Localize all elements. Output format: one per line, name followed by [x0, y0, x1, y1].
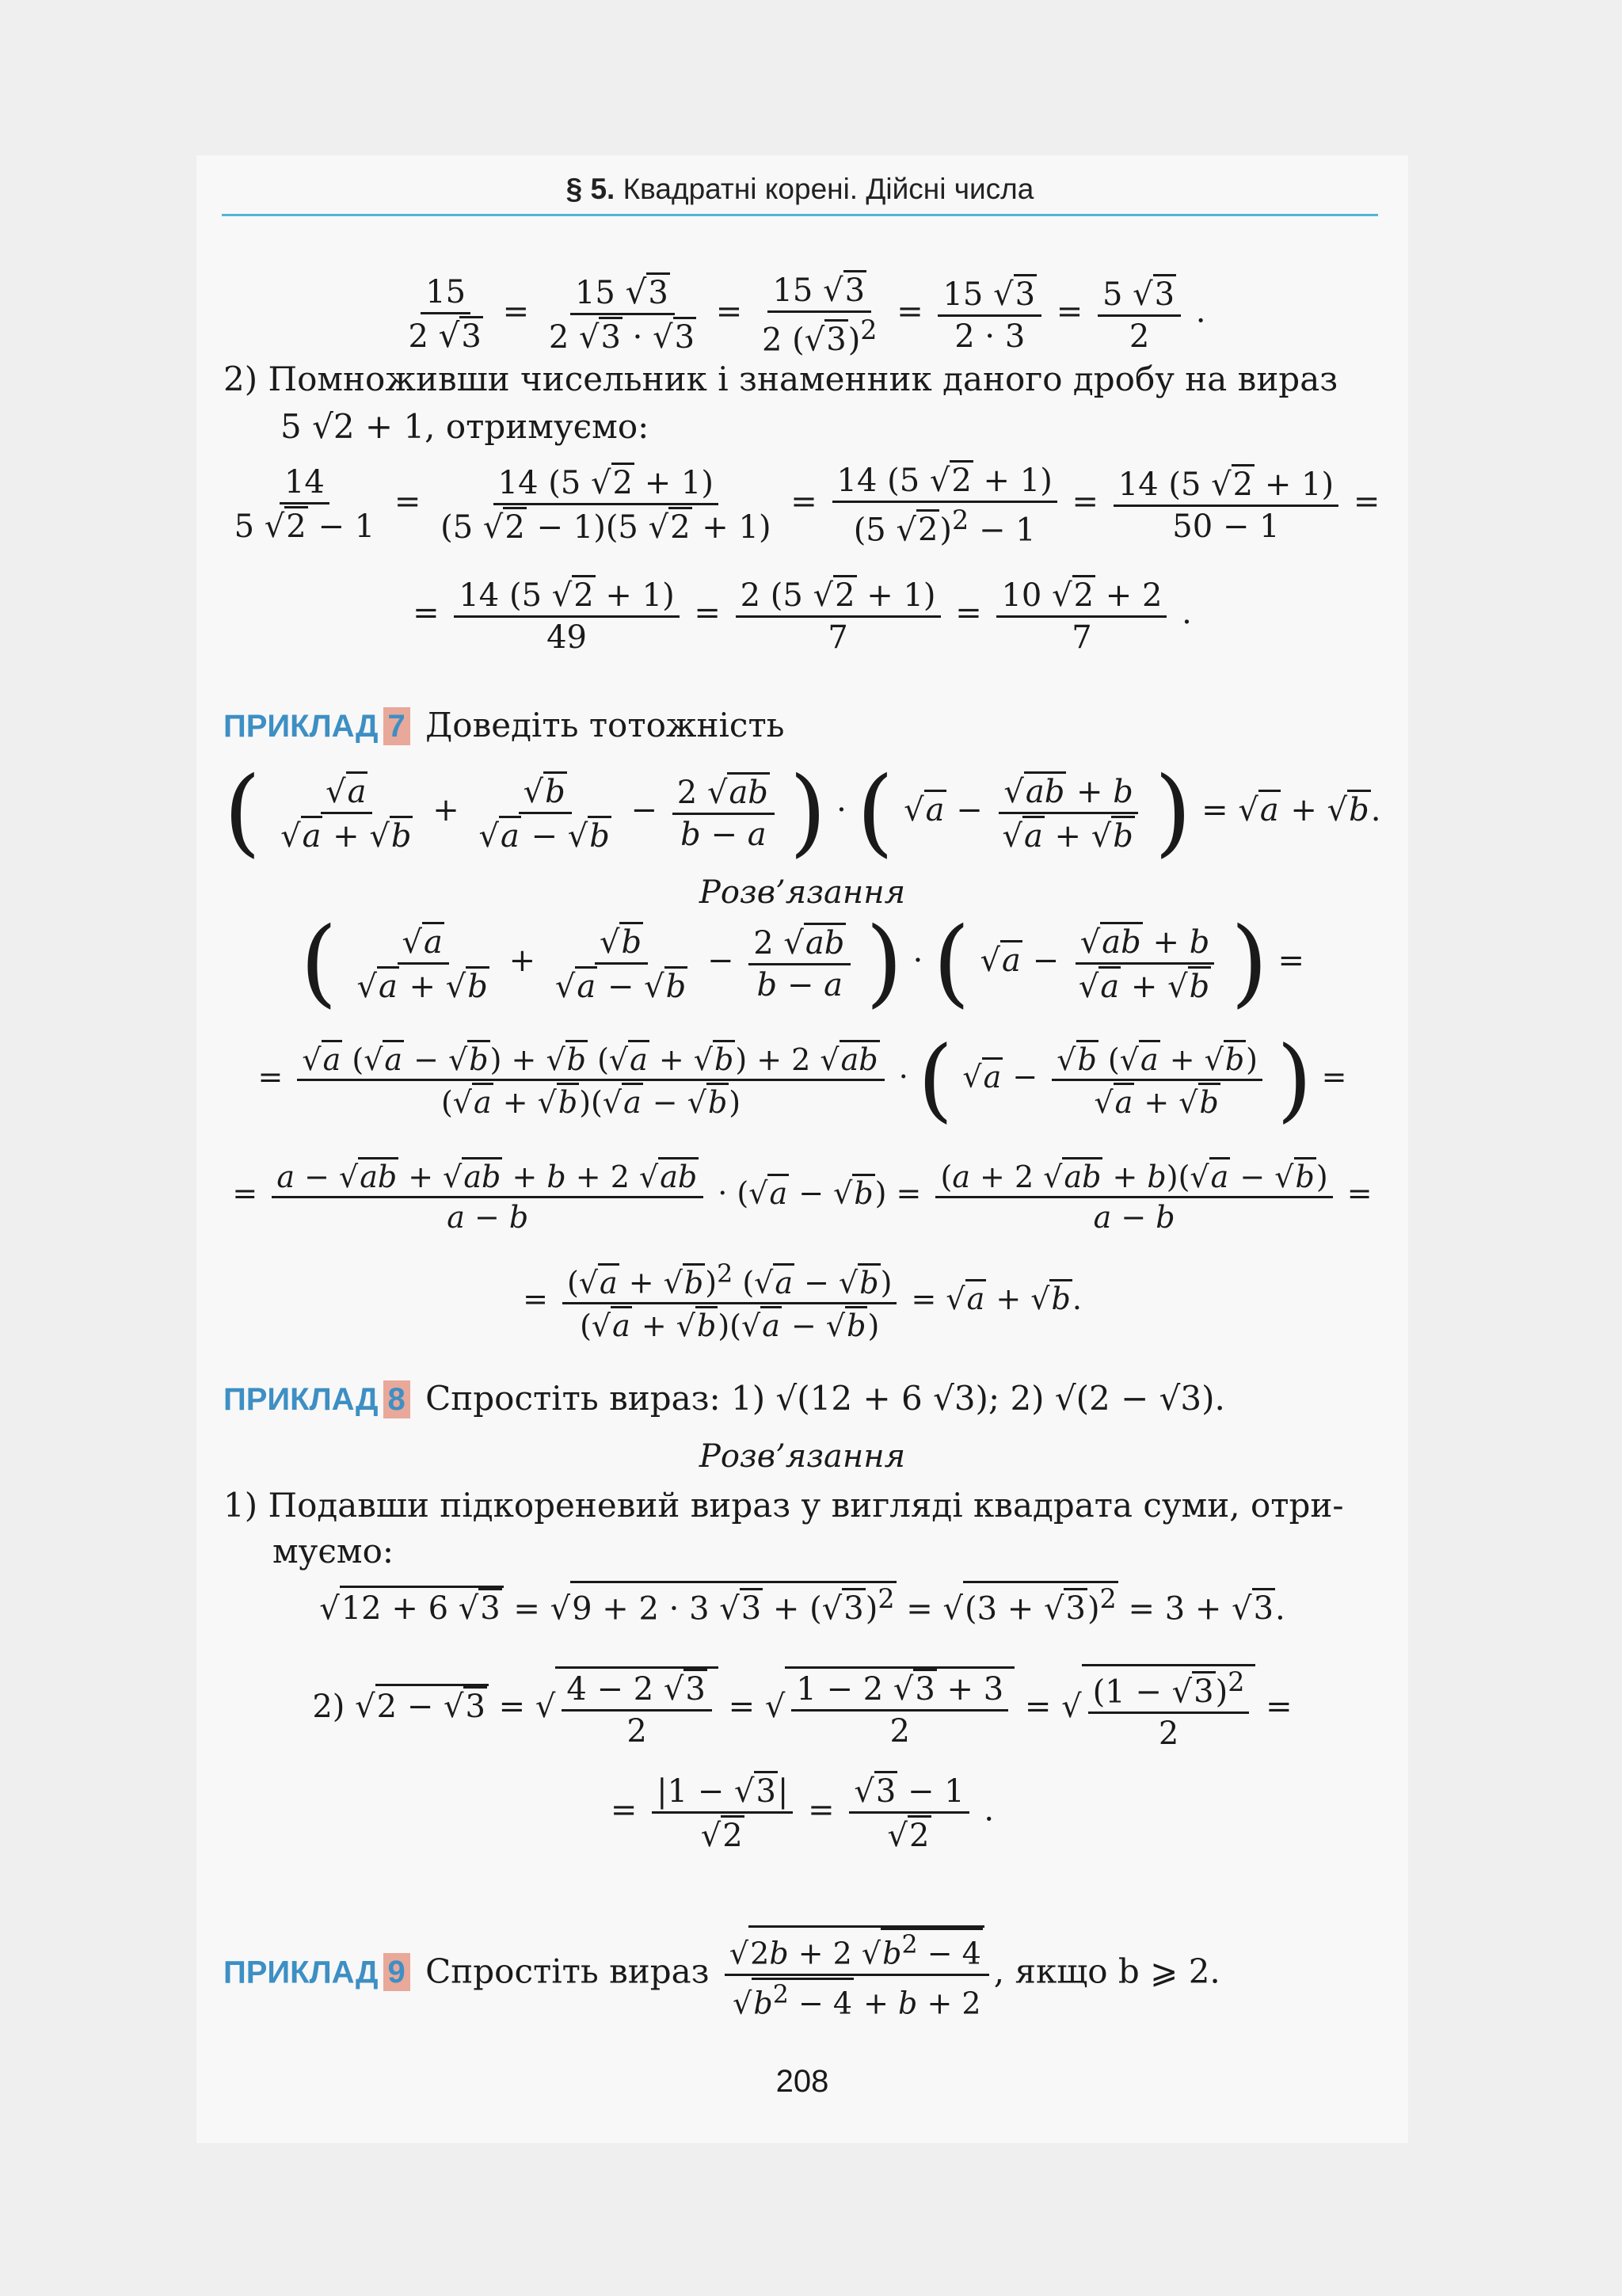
part2-text-2: 5 √2 + 1, отримуємо: — [280, 407, 649, 446]
example-label: ПРИКЛАД — [223, 1955, 379, 1990]
example-number: 8 — [383, 1380, 410, 1418]
solution-7-line-3: = $\frac{a - √ab + √ab + b + 2 √ab}{a - b}$ · (√a − √b) = $\frac{(a + 2 √ab + b)(√a - √b)}{a - b}$ = — [196, 1157, 1408, 1235]
solution-7-line-2: = $\frac{√a (√a - √b) + √b (√a + √b) + 2 √ab}{(√a + √b)(√a - √b)}$ · ( √a − $\frac{√b (√a + √b)}{√a + √b}$ ) = — [257, 1026, 1347, 1132]
equation-3: = $\frac{14 (5 √2 + 1)}{49}$ = $\frac{2 (5 √2 + 1)}{7}$ = $\frac{10 √2 + 2}{7}$ . — [196, 575, 1408, 656]
textbook-page — [196, 155, 1408, 2143]
section-title: Квадратні корені. Дійсні числа — [623, 173, 1034, 205]
example-task: Спростіть вираз: 1) √(12 + 6 √3); 2) √(2 − √3). — [425, 1379, 1225, 1418]
ex8-text-2: муємо: — [272, 1532, 394, 1571]
example-number: 9 — [383, 1953, 410, 1991]
solution-heading-7: Розв’язання — [699, 874, 906, 911]
equation-1: $\frac{15}{2 √3}$ = $\frac{15 √3}{2 √3 \cdot √3}$ = $\frac{15 √3}{2 (√3)^2}$ = $\frac{15 √3}{2 \cdot 3}$ = $\frac{5 √3}{2}$ . — [196, 270, 1408, 358]
section-number: § 5. — [565, 173, 615, 205]
solution-7-line-4: = $\frac{(√a + √b)^2 (√a - √b)}{(√a + √b)(√a - √b)}$ = √a + √b. — [523, 1260, 1082, 1343]
example-task: Доведіть тотожність — [425, 706, 785, 744]
solution-8-line-3: = $\frac{|1 - √3|}{√2}$ = $\frac{√3 - 1}{√2}$ . — [196, 1771, 1408, 1854]
example-task-suffix: , якщо b ⩾ 2. — [993, 1951, 1220, 1991]
equation-2: $\frac{14}{5 √2 - 1}$ = $\frac{14 (5 √2 + 1)}{(5 √2 - 1)(5 √2 + 1)}$ = $\frac{14 (5 √2 + 1)}{(5 √2)^2 - 1}$ = $\frac{14 (5 √2 + 1)}{50 - 1}$ = — [196, 460, 1408, 548]
example-9-title: ПРИКЛАД 9 Спростіть вираз $\frac{√2b + 2 √b^2 - 4}{√b^2 - 4 + b + 2}$ , якщо b ⩾ 2. — [223, 1925, 1220, 2023]
identity: ( $\frac{√a}{√a + √b}$ + $\frac{√b}{√a - √b}$ − $\frac{2 √ab}{b - a}$ ) · ( √a − $\frac{√ab + b}{√a + √b}$ ) = √a + √b. — [223, 757, 1381, 867]
page-header — [222, 173, 1378, 211]
solution-7-line-1: ( $\frac{√a}{√a + √b}$ + $\frac{√b}{√a - √b}$ − $\frac{2 √ab}{b - a}$ ) · ( √a − $\frac{√ab + b}{√a + √b}$ ) = — [299, 908, 1305, 1018]
solution-heading-8: Розв’язання — [699, 1438, 906, 1475]
part2-text-1: 2) Помноживши чисельник і знаменник даного дробу на вираз — [223, 360, 1338, 398]
header-rule — [222, 214, 1378, 216]
solution-8-line-2: 2) √2 − √3 = √ $\frac{4 - 2 √3}{2}$ = √ $\frac{1 - 2 √3 + 3}{2}$ = √ $\frac{(1 - √3)^2}{2}$ = — [196, 1664, 1408, 1752]
ex8-text-1: 1) Подавши підкореневий вираз у вигляді квадрата суми, отри- — [223, 1486, 1344, 1525]
example-task: Спростіть вираз — [425, 1951, 710, 1991]
example-label: ПРИКЛАД — [223, 709, 379, 744]
page-number: 208 — [775, 2064, 829, 2099]
example-number: 7 — [383, 707, 410, 745]
example-8-title — [223, 1379, 1225, 1418]
solution-8-line-1: √12 + 6 √3 = √9 + 2 · 3 $√3 + (√3)^2 = √(3 + √3)^2 = 3 + √3$. — [196, 1581, 1408, 1627]
example-label: ПРИКЛАД — [223, 1382, 379, 1417]
example-7-title — [223, 706, 785, 745]
